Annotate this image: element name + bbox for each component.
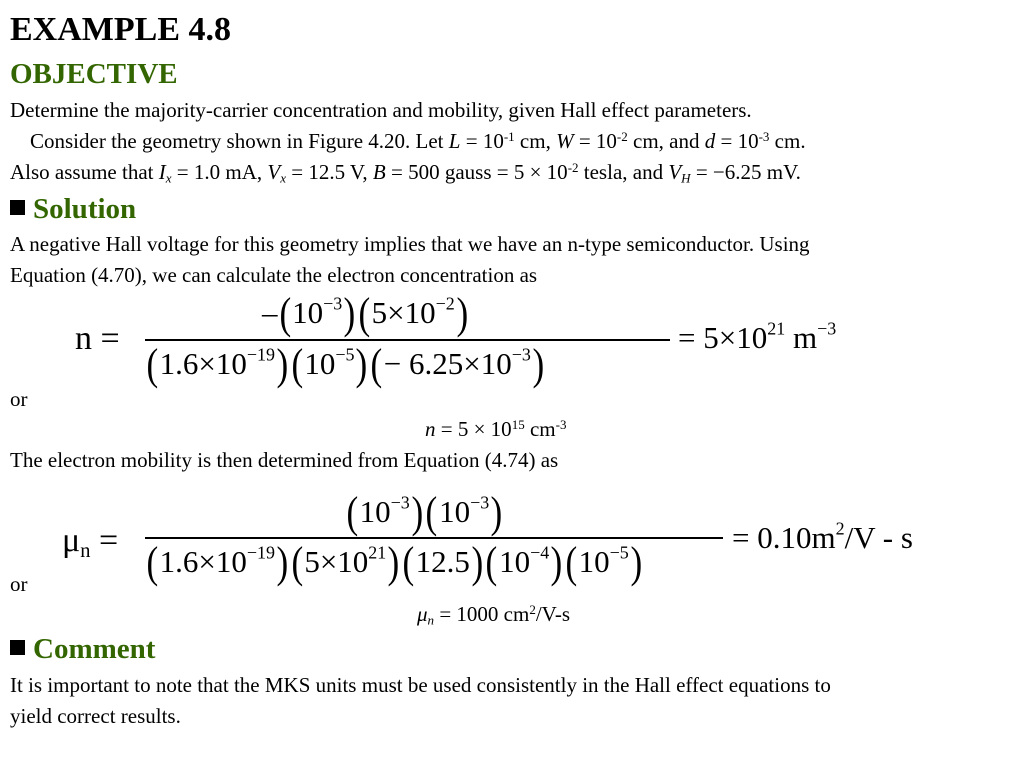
eq-n-denominator: $(1.6\times 10^{-19})(10^{-5})(- 6.25\times 10^{-3})$ <box>146 340 545 389</box>
eq-n-lhs: n = <box>75 320 120 357</box>
n-result-unit-exp: -3 <box>555 416 567 432</box>
page-title: EXAMPLE 4.8 <box>10 11 231 48</box>
comment-heading <box>10 632 155 666</box>
solution-heading <box>10 192 136 226</box>
comment-text-1: It is important to note that the MKS units must be used consistently in the Hall effect equations to <box>10 673 831 697</box>
objective-heading: OBJECTIVE <box>10 58 178 90</box>
eq-mu-rhs: = $0.10m^2/V$ - s <box>732 518 913 555</box>
square-bullet-icon <box>10 200 25 215</box>
mu-result-unit-tail: /V-s <box>535 602 571 626</box>
param-b-exp: -2 <box>567 159 579 175</box>
solution-text-1: A negative Hall voltage for this geometry implies that we have an n-type semiconductor. Using <box>10 232 810 256</box>
eq-n-fraction-bar <box>145 339 670 341</box>
n-result-mant: 5 <box>457 417 469 441</box>
param-b-gauss: 500 gauss <box>408 160 492 184</box>
eq-mu-denominator: $(1.6\times 10^{-19})(5\times 10^{21})(12.5)(10^{-4})(10^{-5})$ <box>146 538 642 587</box>
param-l-exp: -1 <box>503 128 515 144</box>
comment-text-2: yield correct results. <box>10 704 181 728</box>
mu-result: $\mu_n = 1000$ $cm^2/V-s$ <box>417 601 571 628</box>
geometry-line-1: Consider the geometry shown in Figure 4.20. Let $L = 10^{-1}$ cm, $W = 10^{-2}$ cm, and $d = 10^{-3}$ cm. <box>30 128 806 153</box>
or-text-2: or <box>10 572 28 596</box>
mu-result-value: 1000 <box>456 602 499 626</box>
param-w-exp: -2 <box>616 128 628 144</box>
square-bullet-icon <box>10 640 25 655</box>
param-l-unit: cm <box>519 129 546 153</box>
param-l-value: 10 <box>482 129 504 153</box>
param-b-mant: 5 <box>513 160 525 184</box>
n-result-exp: 15 <box>511 416 525 432</box>
geometry-assume: Also assume that <box>10 160 154 184</box>
n-result: $n = 5 \times 10^{15}$ $cm^{-3}$ <box>425 416 567 441</box>
n-result-unit: cm <box>529 417 556 441</box>
geometry-intro: Consider the geometry shown in Figure 4.20. Let <box>30 129 444 153</box>
param-vh: −6.25 mV <box>712 160 796 184</box>
param-vx: 12.5 V <box>308 160 363 184</box>
mu-result-unit-exp: 2 <box>529 601 536 617</box>
param-b-unit: tesla <box>583 160 623 184</box>
solution-text-2: Equation (4.70), we can calculate the electron concentration as <box>10 263 538 287</box>
param-ix: 1.0 mA <box>193 160 257 184</box>
geometry-line-2: Also assume that $I_x = 1.0$ mA, $V_x = 12.5$ V, B = 500 gauss = $5 \times 10^{-2}$ tesla, and $V_H = -6.25$ mV. <box>10 159 801 186</box>
param-d-unit: cm <box>774 129 801 153</box>
or-text-1: or <box>10 387 28 411</box>
solution-heading-label: Solution <box>33 193 137 225</box>
param-d-value: 10 <box>737 129 759 153</box>
mu-result-unit: cm <box>503 602 530 626</box>
param-w-value: 10 <box>595 129 617 153</box>
eq-n-numerator: $-(10^{-3})(5\times 10^{-2})$ <box>262 289 468 338</box>
mobility-intro: The electron mobility is then determined from Equation (4.74) as <box>10 448 559 472</box>
eq-mu-lhs: $\mu_n$ = <box>62 522 119 563</box>
eq-n-rhs: = $5\times 10^{21}$ $m^{-3}$ <box>678 318 837 355</box>
eq-mu-numerator: $(10^{-3})(10^{-3})$ <box>346 488 503 537</box>
objective-text: Determine the majority-carrier concentration and mobility, given Hall effect parameters. <box>10 98 752 122</box>
comment-heading-label: Comment <box>33 633 156 665</box>
param-w-unit: cm <box>633 129 659 153</box>
param-d-exp: -3 <box>758 128 770 144</box>
